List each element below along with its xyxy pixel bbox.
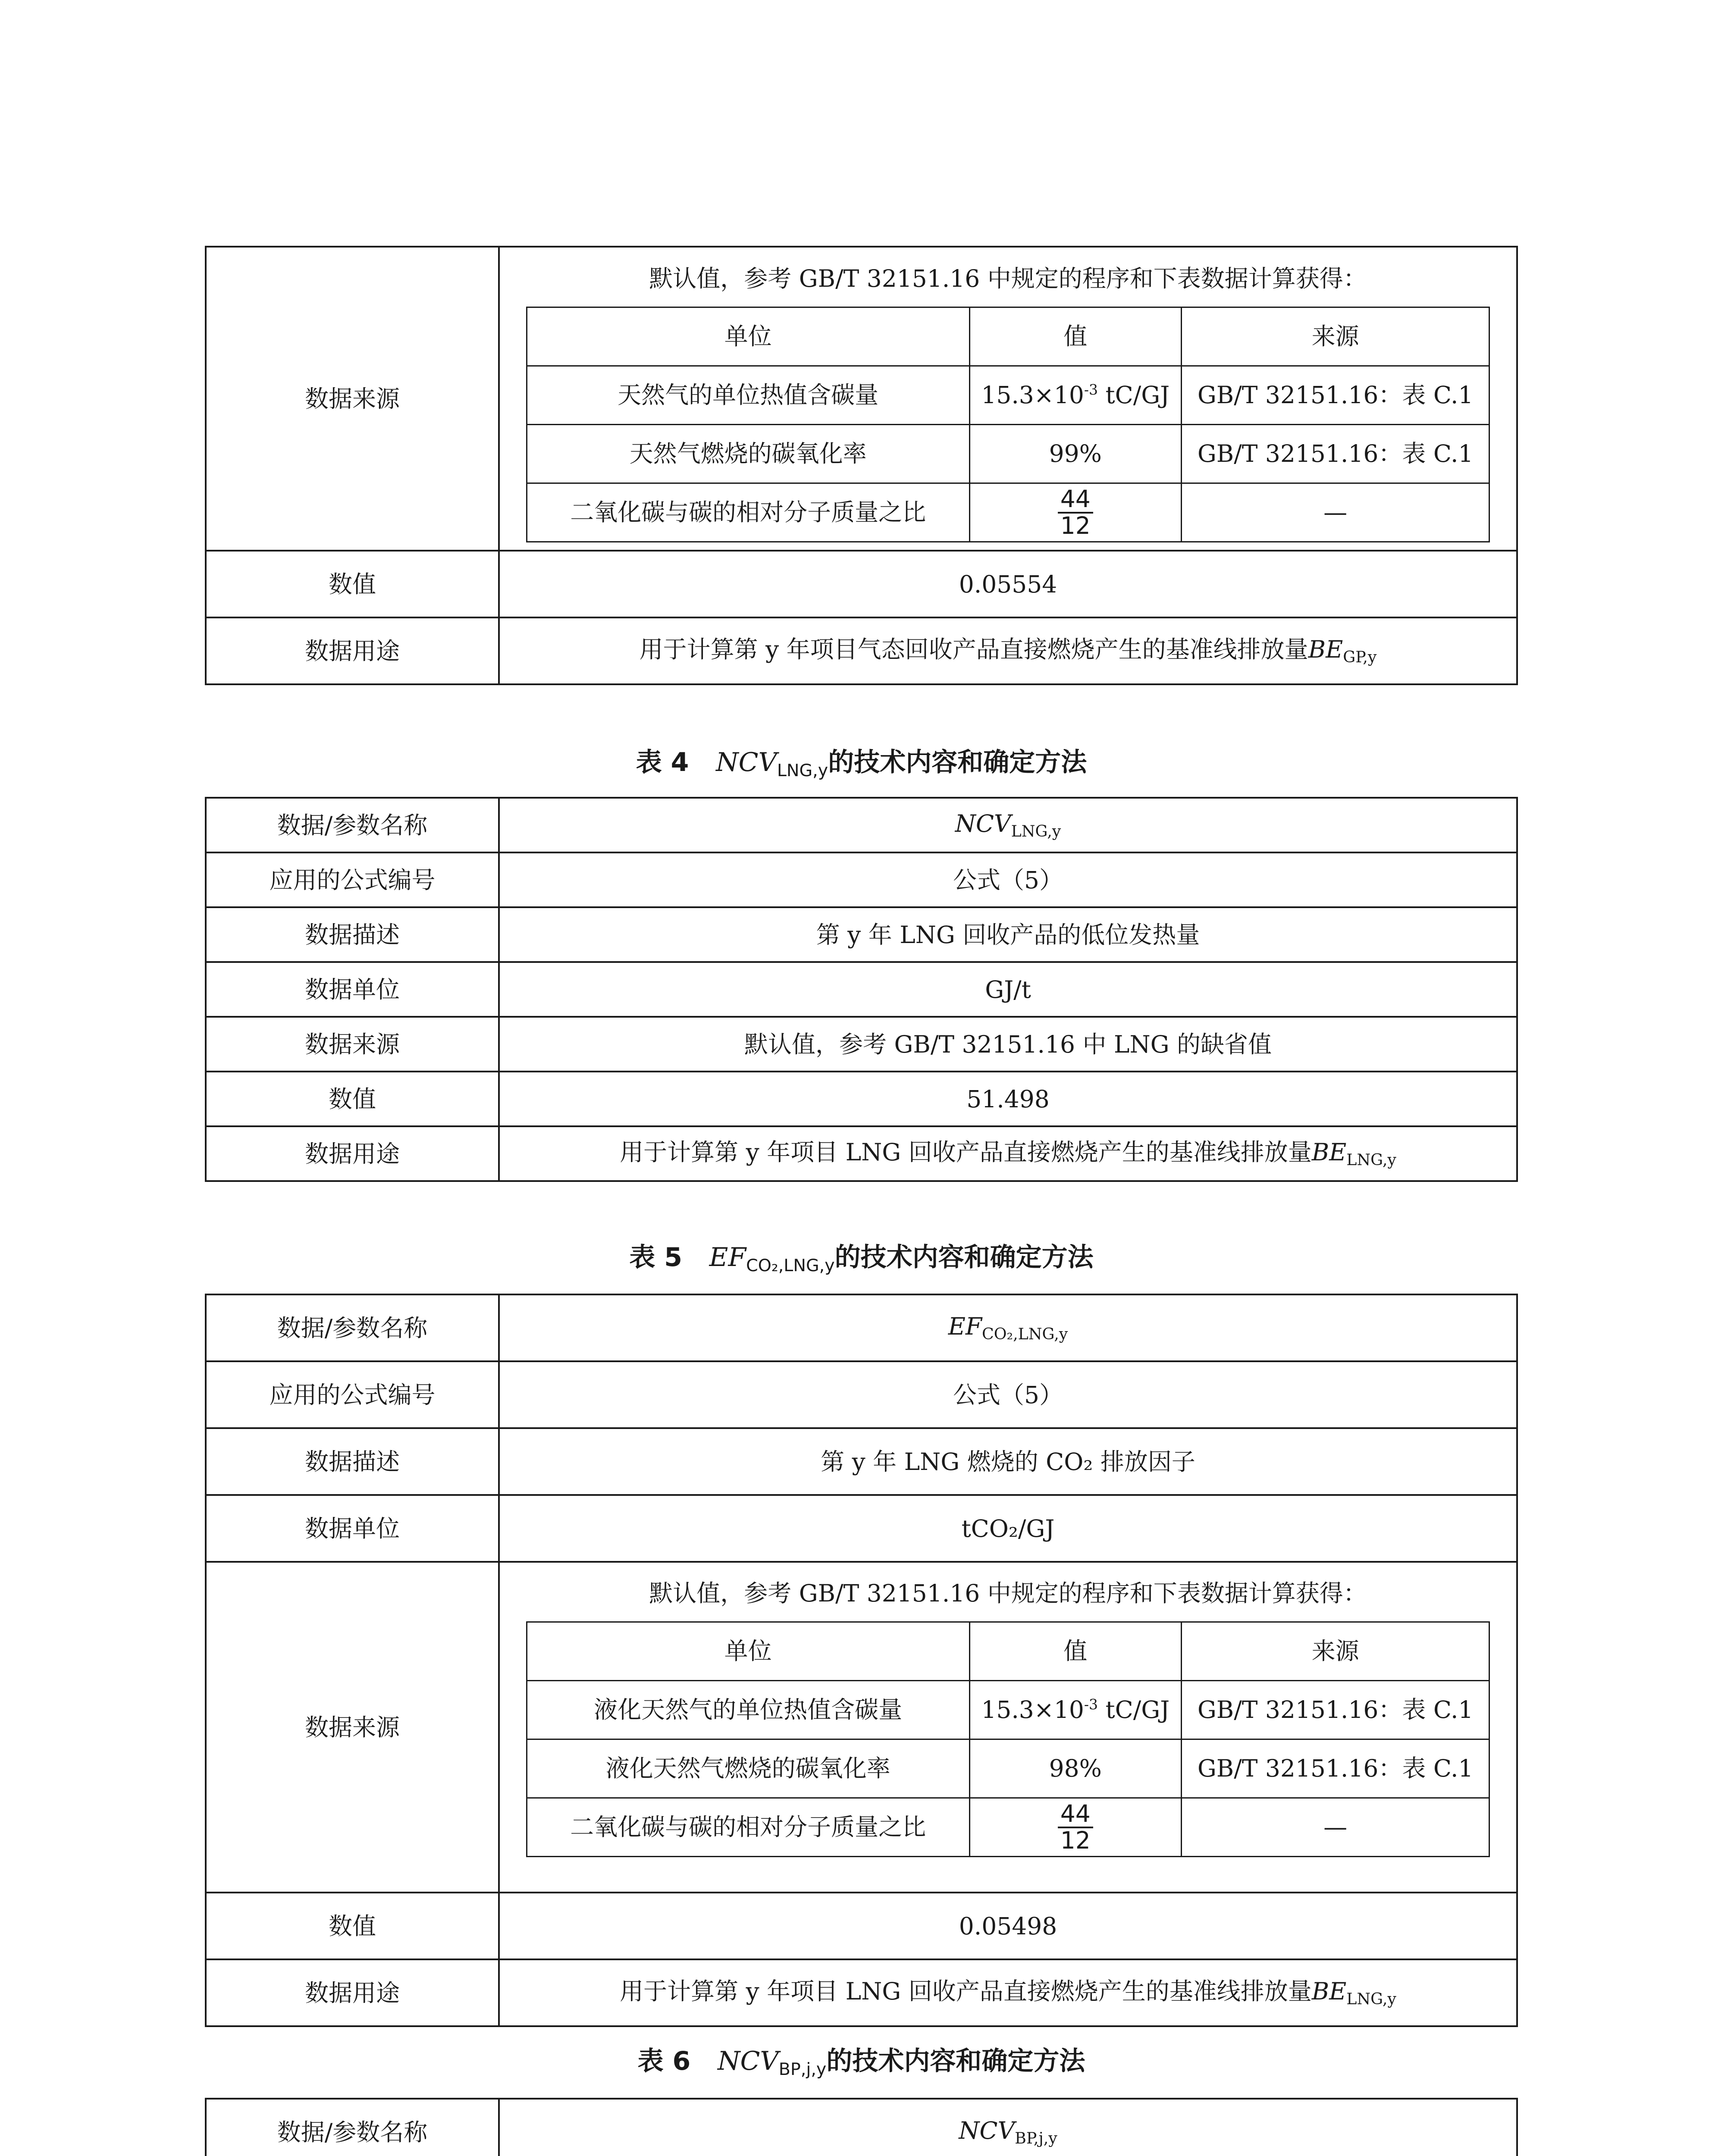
fraction: $\frac{44}{12}$ <box>1058 487 1093 539</box>
subtable-row <box>527 366 1489 425</box>
row-value <box>499 1562 1517 1893</box>
row-value: 用于计算第 y 年项目气态回收产品直接燃烧产生的基准线排放量$BE_{GP,y}$ <box>499 617 1517 684</box>
row-value: 第 y 年 LNG 燃烧的 CO₂ 排放因子 <box>499 1428 1517 1495</box>
subtable-row <box>527 425 1489 483</box>
table-row <box>206 1959 1517 2026</box>
subtable-header-row <box>527 307 1489 366</box>
table-row <box>206 962 1517 1017</box>
row-label: 应用的公式编号 <box>206 1361 499 1428</box>
subtable-cell: 液化天然气的单位热值含碳量 <box>527 1681 969 1739</box>
emission-factor-table-continued <box>205 246 1518 685</box>
table-4 <box>205 797 1518 1182</box>
subtable-header-row <box>527 1622 1489 1681</box>
row-label: 数据来源 <box>206 1562 499 1893</box>
subtable-header: 来源 <box>1181 307 1489 366</box>
subtable-header: 值 <box>969 307 1181 366</box>
row-label: 数据/参数名称 <box>206 2099 499 2156</box>
table-4-caption: 表 4 $NCV_{LNG,y}$的技术内容和确定方法 <box>636 747 1087 780</box>
row-label: 数值 <box>206 1072 499 1126</box>
subtable-header: 来源 <box>1181 1622 1489 1681</box>
subtable-cell: — <box>1181 483 1489 542</box>
subtable-cell: 99% <box>969 425 1181 483</box>
subtable-cell: 天然气的单位热值含碳量 <box>527 366 969 425</box>
row-label: 数据来源 <box>206 1017 499 1072</box>
row-label: 数据单位 <box>206 1495 499 1562</box>
table-row <box>206 2099 1517 2156</box>
subtable-cell <box>969 483 1181 542</box>
row-label: 数据来源 <box>206 247 499 551</box>
table-5-caption: 表 5 $EF_{CO_2,LNG,y}$的技术内容和确定方法 <box>629 1242 1094 1275</box>
row-label: 数据描述 <box>206 907 499 962</box>
subtable-row <box>527 1739 1489 1798</box>
row-value: 51.498 <box>499 1072 1517 1126</box>
row-value: 用于计算第 y 年项目 LNG 回收产品直接燃烧产生的基准线排放量$BE_{LNG,y}$ <box>499 1126 1517 1181</box>
source-subtable <box>526 1621 1490 1857</box>
subtable-cell: GB/T 32151.16：表 C.1 <box>1181 425 1489 483</box>
subtable-cell: 二氧化碳与碳的相对分子质量之比 <box>527 1798 969 1857</box>
table-row <box>206 247 1517 551</box>
row-label: 数据用途 <box>206 617 499 684</box>
subtable-cell: 二氧化碳与碳的相对分子质量之比 <box>527 483 969 542</box>
subtable-row <box>527 483 1489 542</box>
table-row <box>206 1126 1517 1181</box>
table-row <box>206 798 1517 852</box>
row-label: 应用的公式编号 <box>206 852 499 907</box>
table-row <box>206 551 1517 617</box>
subtable-cell <box>969 1798 1181 1857</box>
table-5 <box>205 1294 1518 2027</box>
row-value: GJ/t <box>499 962 1517 1017</box>
table-row <box>206 1562 1517 1893</box>
row-value: tCO₂/GJ <box>499 1495 1517 1562</box>
table-row <box>206 1294 1517 1361</box>
row-value: 公式（5） <box>499 1361 1517 1428</box>
fraction: $\frac{44}{12}$ <box>1058 1802 1093 1853</box>
row-value: $EF_{CO_2,LNG,y}$ <box>499 1294 1517 1361</box>
subtable-cell: 98% <box>969 1739 1181 1798</box>
row-value: 第 y 年 LNG 回收产品的低位发热量 <box>499 907 1517 962</box>
subtable-cell: 液化天然气燃烧的碳氧化率 <box>527 1739 969 1798</box>
source-intro: 默认值，参考 GB/T 32151.16 中规定的程序和下表数据计算获得： <box>649 1579 1367 1607</box>
row-value: 默认值，参考 GB/T 32151.16 中 LNG 的缺省值 <box>499 1017 1517 1072</box>
subtable-header: 值 <box>969 1622 1181 1681</box>
subtable-cell: — <box>1181 1798 1489 1857</box>
table-row <box>206 1361 1517 1428</box>
table-row <box>206 907 1517 962</box>
table-6-caption: 表 6 $NCV_{BP,j,y}$的技术内容和确定方法 <box>637 2046 1085 2079</box>
row-label: 数值 <box>206 551 499 617</box>
subtable-cell: $15.3\times 10^{-3}$ tC/GJ <box>969 1681 1181 1739</box>
row-value: 用于计算第 y 年项目 LNG 回收产品直接燃烧产生的基准线排放量$BE_{LNG,y}$ <box>499 1959 1517 2026</box>
subtable-cell: 天然气燃烧的碳氧化率 <box>527 425 969 483</box>
source-subtable <box>526 307 1490 542</box>
row-label: 数据描述 <box>206 1428 499 1495</box>
subtable-cell: GB/T 32151.16：表 C.1 <box>1181 1681 1489 1739</box>
table-row <box>206 1072 1517 1126</box>
row-value: $NCV_{BP,j,y}$ <box>499 2099 1517 2156</box>
table-row <box>206 1428 1517 1495</box>
row-value: 0.05554 <box>499 551 1517 617</box>
row-value: 0.05498 <box>499 1893 1517 1959</box>
row-label: 数据/参数名称 <box>206 1294 499 1361</box>
row-label: 数据/参数名称 <box>206 798 499 852</box>
table-6 <box>205 2098 1518 2156</box>
row-label: 数据用途 <box>206 1959 499 2026</box>
subtable-cell: $15.3\times 10^{-3}$ tC/GJ <box>969 366 1181 425</box>
source-intro: 默认值，参考 GB/T 32151.16 中规定的程序和下表数据计算获得： <box>649 265 1367 292</box>
row-label: 数据用途 <box>206 1126 499 1181</box>
subtable-header: 单位 <box>527 307 969 366</box>
table-row <box>206 617 1517 684</box>
table-row <box>206 852 1517 907</box>
table-row <box>206 1893 1517 1959</box>
row-label: 数据单位 <box>206 962 499 1017</box>
row-value: 公式（5） <box>499 852 1517 907</box>
table-row <box>206 1495 1517 1562</box>
subtable-row <box>527 1798 1489 1857</box>
row-label: 数值 <box>206 1893 499 1959</box>
subtable-cell: GB/T 32151.16：表 C.1 <box>1181 1739 1489 1798</box>
row-value: $NCV_{LNG,y}$ <box>499 798 1517 852</box>
table-row <box>206 1017 1517 1072</box>
subtable-cell: GB/T 32151.16：表 C.1 <box>1181 366 1489 425</box>
subtable-header: 单位 <box>527 1622 969 1681</box>
row-value <box>499 247 1517 551</box>
subtable-row <box>527 1681 1489 1739</box>
